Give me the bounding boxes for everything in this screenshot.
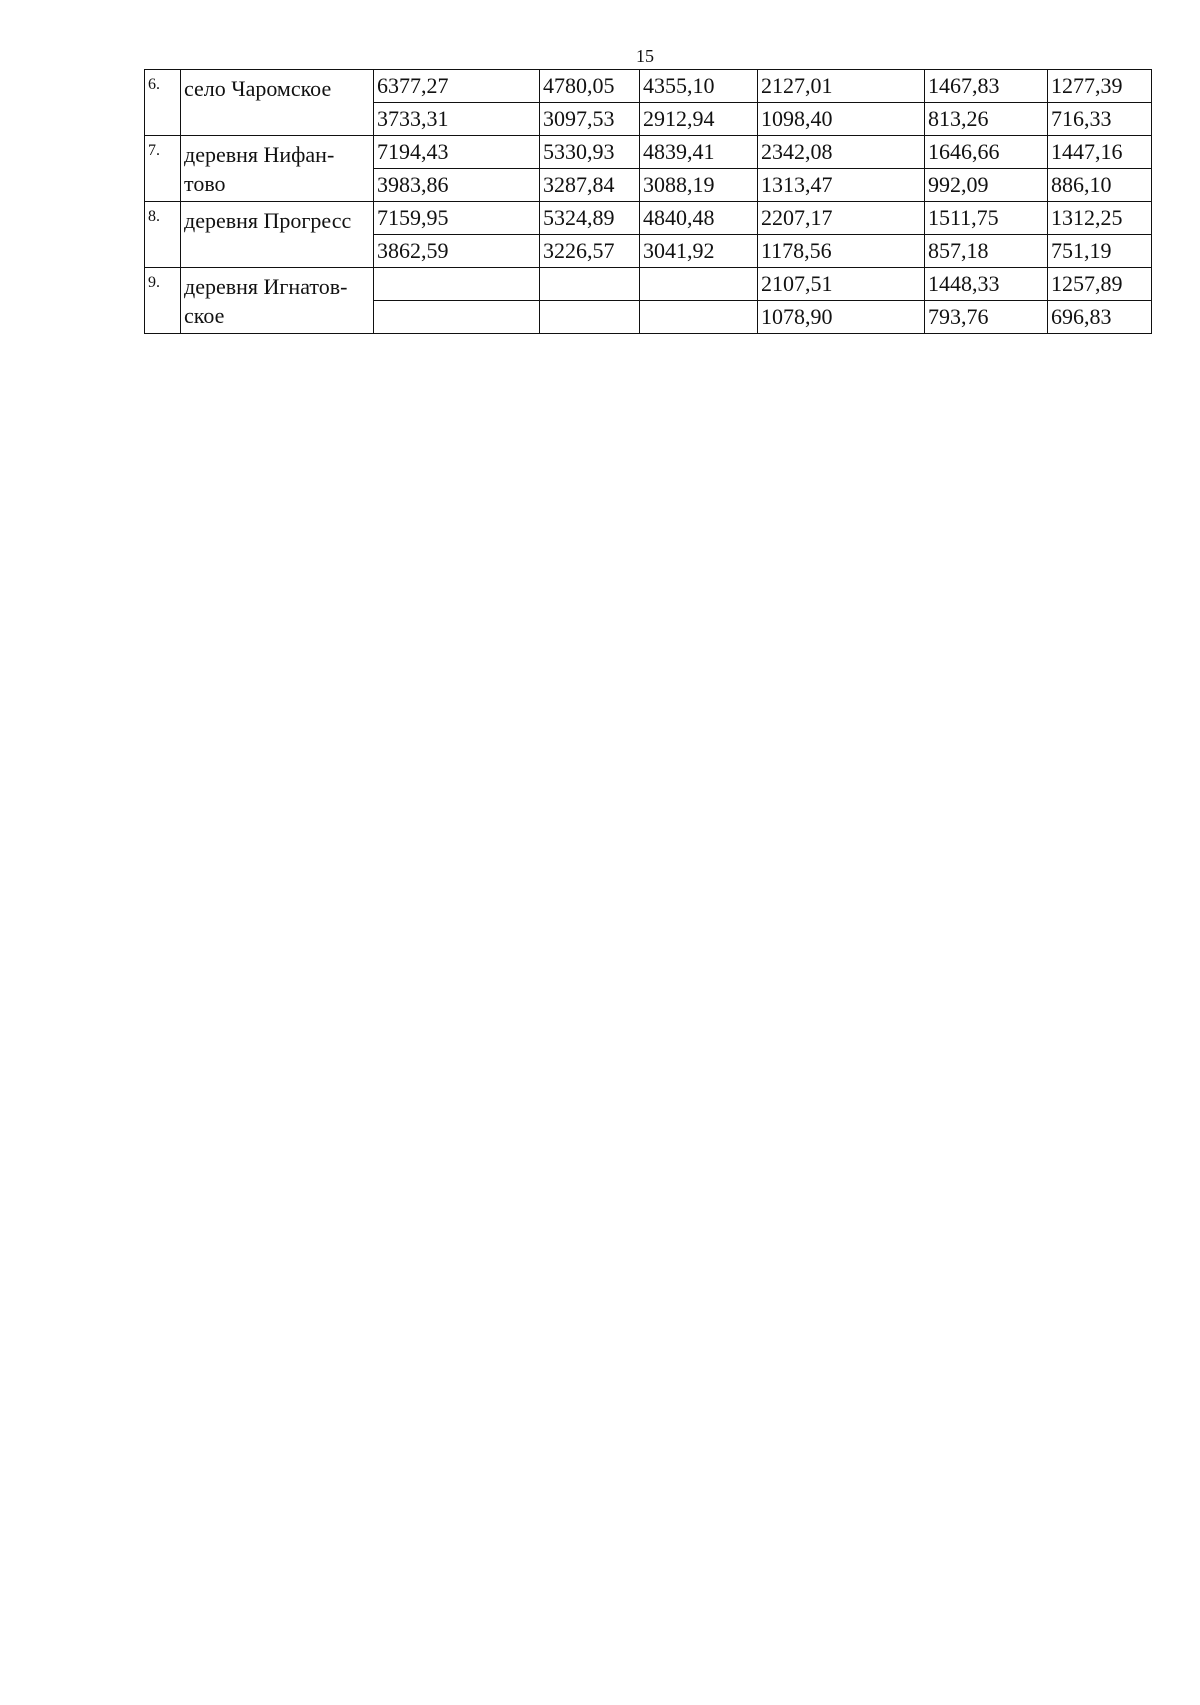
value-cell: 2342,08 bbox=[758, 136, 925, 169]
value-cell bbox=[540, 268, 640, 301]
settlement-name-line: село Чаромское bbox=[184, 76, 332, 101]
value-cell: 1646,66 bbox=[925, 136, 1048, 169]
settlement-name-line: ское bbox=[184, 303, 225, 328]
value-cell: 751,19 bbox=[1048, 235, 1152, 268]
value-cell: 813,26 bbox=[925, 103, 1048, 136]
value-cell: 5324,89 bbox=[540, 202, 640, 235]
value-cell: 1312,25 bbox=[1048, 202, 1152, 235]
value-cell bbox=[374, 301, 540, 334]
value-cell: 1178,56 bbox=[758, 235, 925, 268]
value-cell bbox=[374, 268, 540, 301]
value-cell: 1277,39 bbox=[1048, 70, 1152, 103]
value-cell: 6377,27 bbox=[374, 70, 540, 103]
value-cell: 1448,33 bbox=[925, 268, 1048, 301]
table-row bbox=[145, 70, 1152, 103]
settlement-name-line: деревня Прогресс bbox=[184, 208, 352, 233]
value-cell: 4780,05 bbox=[540, 70, 640, 103]
value-cell: 992,09 bbox=[925, 169, 1048, 202]
settlement-name-line: деревня Нифан- bbox=[184, 142, 335, 167]
value-cell: 1511,75 bbox=[925, 202, 1048, 235]
page-number: 15 bbox=[636, 46, 654, 66]
row-number: 9. bbox=[145, 268, 181, 334]
value-cell: 3287,84 bbox=[540, 169, 640, 202]
table-row bbox=[145, 202, 1152, 235]
value-cell: 1078,90 bbox=[758, 301, 925, 334]
value-cell: 1467,83 bbox=[925, 70, 1048, 103]
value-cell: 1098,40 bbox=[758, 103, 925, 136]
value-cell: 4355,10 bbox=[640, 70, 758, 103]
value-cell: 4840,48 bbox=[640, 202, 758, 235]
value-cell bbox=[640, 268, 758, 301]
value-cell: 5330,93 bbox=[540, 136, 640, 169]
value-cell: 2912,94 bbox=[640, 103, 758, 136]
value-cell: 3041,92 bbox=[640, 235, 758, 268]
row-number: 6. bbox=[145, 70, 181, 136]
value-cell: 7159,95 bbox=[374, 202, 540, 235]
value-cell: 886,10 bbox=[1048, 169, 1152, 202]
value-cell: 857,18 bbox=[925, 235, 1048, 268]
value-cell: 1313,47 bbox=[758, 169, 925, 202]
table-row bbox=[145, 136, 1152, 169]
value-cell: 1447,16 bbox=[1048, 136, 1152, 169]
settlement-name bbox=[181, 202, 374, 268]
value-cell: 3097,53 bbox=[540, 103, 640, 136]
value-cell: 3983,86 bbox=[374, 169, 540, 202]
row-number: 7. bbox=[145, 136, 181, 202]
data-table bbox=[144, 69, 1152, 334]
settlement-name-line: тово bbox=[184, 171, 226, 196]
settlement-name bbox=[181, 136, 374, 202]
value-cell: 3088,19 bbox=[640, 169, 758, 202]
value-cell: 716,33 bbox=[1048, 103, 1152, 136]
value-cell: 2207,17 bbox=[758, 202, 925, 235]
value-cell: 3226,57 bbox=[540, 235, 640, 268]
value-cell: 3862,59 bbox=[374, 235, 540, 268]
value-cell: 3733,31 bbox=[374, 103, 540, 136]
value-cell: 2107,51 bbox=[758, 268, 925, 301]
settlement-name bbox=[181, 268, 374, 334]
value-cell: 793,76 bbox=[925, 301, 1048, 334]
settlement-name bbox=[181, 70, 374, 136]
row-number: 8. bbox=[145, 202, 181, 268]
table-row bbox=[145, 268, 1152, 301]
value-cell bbox=[640, 301, 758, 334]
value-cell: 1257,89 bbox=[1048, 268, 1152, 301]
value-cell: 696,83 bbox=[1048, 301, 1152, 334]
value-cell: 7194,43 bbox=[374, 136, 540, 169]
value-cell: 2127,01 bbox=[758, 70, 925, 103]
value-cell: 4839,41 bbox=[640, 136, 758, 169]
value-cell bbox=[540, 301, 640, 334]
settlement-name-line: деревня Игнатов- bbox=[184, 274, 348, 299]
